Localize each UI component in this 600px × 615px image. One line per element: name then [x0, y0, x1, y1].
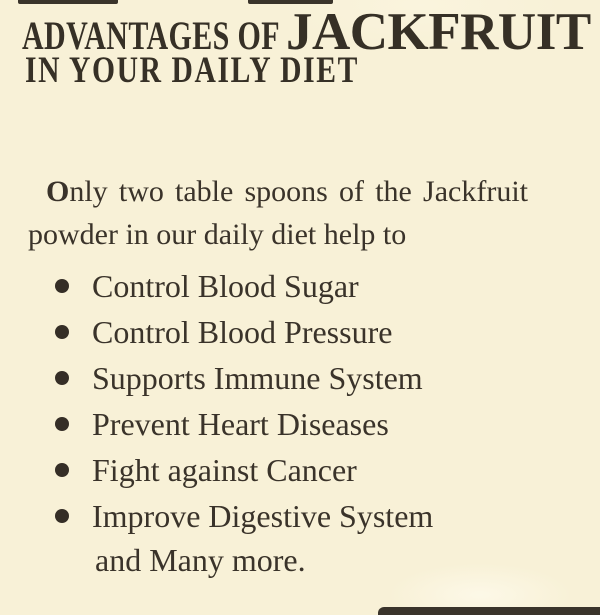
list-item: [0, 493, 600, 582]
benefits-list: [0, 263, 600, 582]
bullet-icon: [55, 463, 69, 477]
bullet-icon: [55, 417, 69, 431]
list-item-label: Control Blood Pressure: [92, 314, 393, 350]
bullet-icon: [55, 509, 69, 523]
bullet-icon: [55, 371, 69, 385]
title-prefix: ADVANTAGES OF: [22, 13, 280, 58]
intro-line-1: [28, 170, 528, 213]
list-item: [0, 263, 600, 309]
intro-line-1-text: nly two table spoons of the Jackfruit: [69, 175, 528, 208]
list-item-label: Fight against Cancer: [92, 452, 357, 488]
list-item: [0, 401, 600, 447]
title-main: JACKFRUIT: [286, 3, 591, 61]
list-item: [0, 355, 600, 401]
bullet-icon: [55, 325, 69, 339]
bullet-icon: [55, 279, 69, 293]
list-item-label: Prevent Heart Diseases: [92, 406, 389, 442]
intro-lead-capital: O: [46, 175, 70, 208]
cropped-content-bottom-right: [378, 607, 600, 615]
list-continuation-line: and Many more.: [95, 542, 306, 578]
list-item: [0, 447, 600, 493]
intro-line-2: powder in our daily diet help to: [28, 218, 407, 251]
poster-header: [0, 0, 600, 100]
list-item-label: Control Blood Sugar: [92, 268, 359, 304]
list-item-label: Supports Immune System: [92, 360, 423, 396]
list-item-label: Improve Digestive System: [92, 498, 434, 534]
title-subline: IN YOUR DAILY DIET: [25, 50, 359, 91]
intro-paragraph: [28, 170, 528, 256]
list-item: [0, 309, 600, 355]
